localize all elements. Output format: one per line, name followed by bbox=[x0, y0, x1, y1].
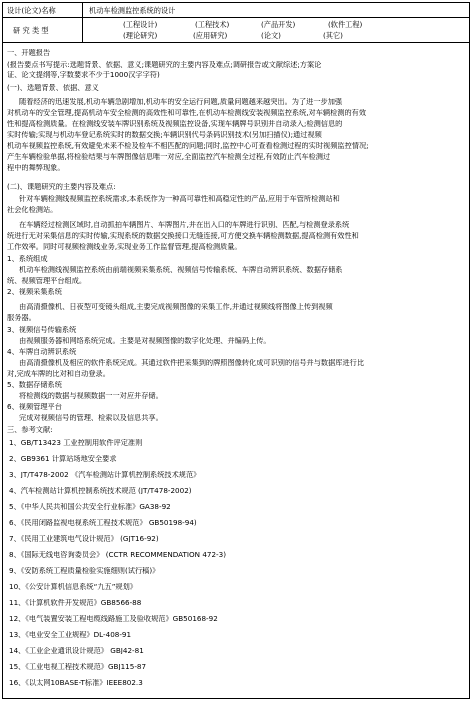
reference-item: 2、GB9361 计算站场地安全要求 bbox=[9, 455, 117, 463]
reference-item: 6、《民用闭路监视电视系统工程技术规范》 GB50198-94) bbox=[9, 519, 197, 527]
type-label-cell bbox=[3, 18, 83, 42]
component-desc: 机动车检测线视频监控系统由前端视频采集系统、视频信号传输系统、车牌自动辨识系统、数据存储系 bbox=[19, 266, 343, 274]
component-desc: 统、视频管理平台组成。 bbox=[7, 277, 87, 285]
reference-item: 14、《工业企业通讯设计规范》 GBJ42-81 bbox=[9, 647, 144, 655]
paragraph-line: 程中的舞弊现象。 bbox=[7, 164, 65, 172]
type-option: (产品开发) bbox=[261, 20, 296, 29]
paragraph-line: 工作效率。同时可视频检测线业务,实现业务工作监督管理,提高检测质量。 bbox=[7, 243, 242, 251]
paragraph-line: 性和提高检测质量。在检测线安装车牌识别系统及视频监控设备,实现车辆牌号识别并自动录入;检测信息的 bbox=[7, 120, 343, 128]
paragraph-line: 随着经济的迅速发展,机动车辆急剧增加,机动车的安全运行问题,质量问题越来越突出。为了进一步加强 bbox=[19, 98, 343, 106]
reference-item: 3、JT/T478-2002 《汽车检测站计算机控制系统技术规范》 bbox=[9, 471, 201, 479]
paragraph-line: 实时传输;实现与机动车登记系统实时的数据交换;车辆识别代号条码识别技术(另加扫描仪);通过视频 bbox=[7, 131, 322, 139]
paragraph-line: 在车辆经过检测区域时,自动抓拍车辆图片、车牌图片,并在出入口的车牌进行识别、匹配,与检测登录系统 bbox=[19, 221, 350, 229]
proposal-form bbox=[2, 2, 470, 699]
note-line: (报告要点书写提示:选题背景、依据、意义;课题研究的主要内容及难点;调研报告或文献综述;方案论 bbox=[7, 61, 322, 69]
type-label: 研 究 类 型 bbox=[13, 26, 49, 35]
paragraph-line: 针对车辆检测线视频监控系统需求,本系统作为一种高可靠性和高稳定性的产品,应用于车管所检测站和 bbox=[19, 195, 340, 203]
component-desc: 由高清摄像机及相应的软件系统完成。其通过软件把采集到的牌照图像转化成可识别的信号并与数据库进行比 bbox=[19, 359, 365, 367]
component-title: 4、车牌自动辨识系统 bbox=[7, 348, 77, 356]
reference-item: 12、《电气装置安装工程电缆线路施工及验收规范》GB50168-92 bbox=[9, 615, 218, 623]
note-line: 证、论文提纲等,字数要求不少于1000汉字字符) bbox=[7, 71, 160, 79]
reference-item: 8、《国际无线电咨询委员会》 (CCTR RECOMMENDATION 472-3) bbox=[9, 551, 227, 559]
paragraph-line: 统进行无对采集信息的实时传输,实现系统的数据交换接口无缝连接,可方便交换车辆检测数据,提高检测有效性和 bbox=[7, 232, 359, 240]
title-value-cell bbox=[83, 3, 469, 17]
reference-item: 13、《电业安全工业规程》DL-408-91 bbox=[9, 631, 132, 639]
type-option: (理论研究) bbox=[123, 31, 158, 40]
reference-item: 11、《计算机软件开发规范》GB8566-88 bbox=[9, 599, 142, 607]
component-desc: 由视频服务器和网络系统完成。主要是对视频图像的数字化处理、并编码上传。 bbox=[19, 337, 271, 345]
component-title: 6、视频管理平台 bbox=[7, 403, 62, 411]
thesis-title: 机动车检测监控系统的设计 bbox=[89, 6, 176, 15]
title-label-cell bbox=[3, 3, 83, 17]
title-label: 设计(论文)名称 bbox=[7, 6, 56, 15]
component-title: 5、数据存储系统 bbox=[7, 381, 62, 389]
reference-item: 1、GB/T13423 工业控制用软件评定准则 bbox=[9, 439, 143, 447]
report-body bbox=[3, 43, 469, 698]
type-option: (论文) bbox=[261, 31, 281, 40]
component-desc: 将检测线的数据与视频数据一一对应并存储。 bbox=[19, 392, 163, 400]
reference-item: 5、《中华人民共和国公共安全行业标准》GA38-92 bbox=[9, 503, 171, 511]
type-option: (其它) bbox=[323, 31, 343, 40]
reference-item: 16、《以太网10BASE-T标准》IEEE802.3 bbox=[9, 679, 143, 687]
reference-item: 4、汽车检测站计算机控制系统技术规范 (JT/T478-2002) bbox=[9, 487, 192, 495]
reference-item: 10、《公安计算机信息系统“九五”规划》 bbox=[9, 583, 137, 591]
reference-item: 15、《工业电视工程技术规范》GBJ115-87 bbox=[9, 663, 147, 671]
type-row bbox=[3, 18, 469, 43]
reference-item: 9、《安防系统工程质量检验实施细则(试行稿)》 bbox=[9, 567, 160, 575]
component-title: 3、视频信号传输系统 bbox=[7, 326, 77, 334]
subsection-title: (一)、选题背景、依据、意义 bbox=[7, 84, 99, 92]
type-options-cell bbox=[83, 18, 469, 42]
component-desc: 完成对视频信号的管理、检索以及信息共享。 bbox=[19, 414, 163, 422]
reference-item: 7、《民用工业建筑电气设计规范》 (GJT16-92) bbox=[9, 535, 159, 543]
component-title: 2、视频采集系统 bbox=[7, 288, 62, 296]
paragraph-line: 产生车辆检验单据,将检验结果与车牌图像信息唯一对应,全面监控汽车检测全过程,有效防止汽车检测过 bbox=[7, 153, 331, 161]
component-desc: 对,完成车牌的比对和自动登录。 bbox=[7, 370, 110, 378]
component-desc: 服务器。 bbox=[7, 314, 36, 322]
component-title: 1、系统组成 bbox=[7, 255, 48, 263]
section-title: 一、开题报告 bbox=[7, 49, 51, 57]
type-option: (应用研究) bbox=[193, 31, 228, 40]
type-option: (工程技术) bbox=[195, 20, 230, 29]
title-row bbox=[3, 3, 469, 18]
references-title: 三、参考文献: bbox=[7, 426, 53, 434]
type-option: (工程设计) bbox=[123, 20, 158, 29]
paragraph-line: 社会化检测站。 bbox=[7, 206, 58, 214]
subsection-title: (二)、课题研究的主要内容及难点: bbox=[7, 183, 116, 191]
component-desc: 由高清摄像机、日夜型可变镜头组成,主要完成视频图像的采集工作,并通过视频线将图像上传到视频 bbox=[19, 303, 333, 311]
paragraph-line: 对机动车的安全管理,提高机动车安全检测的高效性和可靠性,在机动车检测线安装视频监控系统,对车辆检测的有效 bbox=[7, 109, 367, 117]
type-option: (软件工程) bbox=[328, 20, 363, 29]
paragraph-line: 机动车视频监控系统,有效避免未来不检及检车不相匹配的问题;同时,监控中心可查看检测过程的实时视频监控情况; bbox=[7, 142, 369, 150]
